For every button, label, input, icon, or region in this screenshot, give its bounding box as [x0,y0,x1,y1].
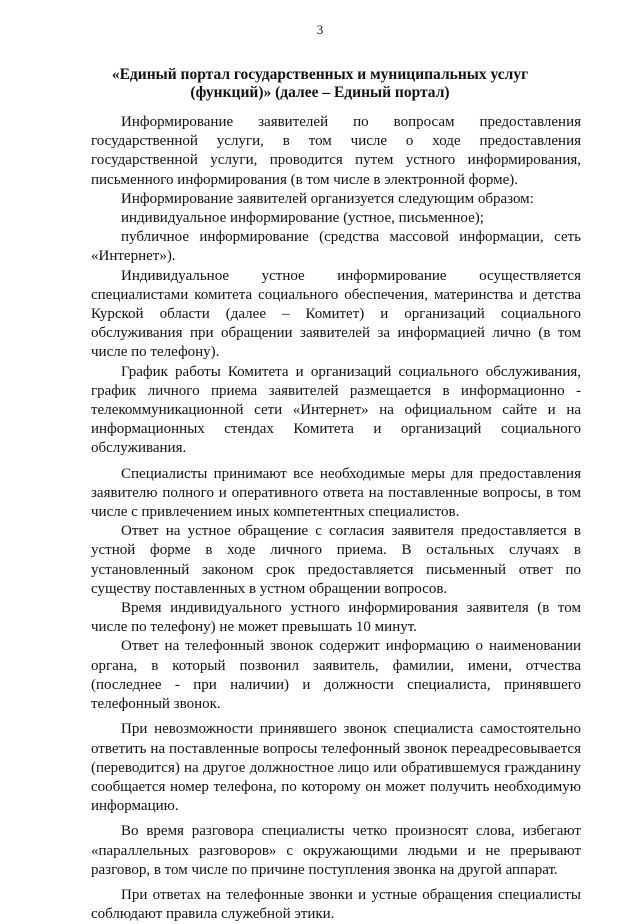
paragraph: Информирование заявителей по вопросам предоставления государственной услуги, в том числе о ходе предоставления государственной услуги, проводится путем устного информирования, письменного информирования (в том числе в электронной форме). [91,114,581,188]
paragraph: При ответах на телефонные звонки и устные обращения специалисты соблюдают правила служебной этики. [91,886,581,923]
section-title-line-2: (функций)» (далее – Единый портал) [190,84,450,101]
paragraph: Информирование заявителей организуется следующим образом: [121,190,534,207]
paragraph: При невозможности принявшего звонок специалиста самостоятельно ответить на поставленные вопросы телефонный звонок переадресовывается (переводится) на другое должностное лицо или обратившемуся гражданину сообщается номер телефона, по которому он может получить необходимую информацию. [91,721,581,815]
section-title-line-1: «Единый портал государственных и муниципальных услуг [111,66,529,83]
document-body [91,113,581,924]
paragraph: Специалисты принимают все необходимые меры для предоставления заявителю полного и оперативного ответа на поставленные вопросы, в том числе с привлечением иных компетентных специалистов. [91,465,581,521]
paragraph: Время индивидуального устного информирования заявителя (в том числе по телефону) не может превышать 10 минут. [91,600,581,636]
paragraph: Ответ на телефонный звонок содержит информацию о наименовании органа, в который позвонил заявитель, фамилии, имени, отчества (последнее - при наличии) и должности специалиста, принявшего телефонный звонок. [91,638,581,713]
paragraph: публичное информирование (средства массовой информации, сеть «Интернет»). [91,229,581,265]
paragraph: Ответ на устное обращение с согласия заявителя предоставляется в устной форме в ходе личного приема. В остальных случаях в установленный законом срок предоставляется письменный ответ по существу поставленных в устном обращении вопросов. [91,523,581,597]
paragraph: График работы Комитета и организаций социального обслуживания, график личного приема заявителей размещается в информационно - телекоммуникационной сети «Интернет» на официальном сайте и на информационных стендах Комитета и организаций социального обслуживания. [91,363,581,457]
section-title [60,66,580,102]
page-number: 3 [316,22,324,37]
paragraph: Во время разговора специалисты четко произносят слова, избегают «параллельных разговоров» с окружающими людьми и не прерывают разговор, в том числе по причине поступления звонка на другой аппарат. [91,823,581,878]
paragraph: индивидуальное информирование (устное, письменное); [121,210,484,227]
paragraph: Индивидуальное устное информирование осуществляется специалистами комитета социального обеспечения, материнства и детства Курской области (далее – Комитет) и организаций социального обслуживания при обращении заявителей за информацией лично (в том числе по телефону). [91,267,581,361]
